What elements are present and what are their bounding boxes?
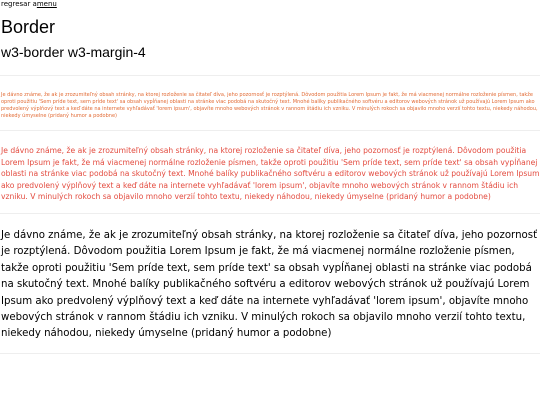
divider [0,213,540,214]
paragraph-small: Je dávno známe, že ak je zrozumiteľný obsah stránky, na ktorej rozloženie sa čitateľ díva, jeho pozornosť je rozptýlená. Dôvodom použitia Lorem Ipsum je fakt, že má viacmenej normálne rozloženie písmen, takže oproti použitiu 'Sem príde text, sem príde text' sa obsah vypĺňanej oblasti na stránke viac podobá na skutočný text. Mnohé balíky publikačného softvéru a editorov webových stránok už používajú Lorem Ipsum ako predvolený výplňový text a keď dáte na internete vyhľadávať 'lorem ipsum', objavíte mnoho webových stránok v rannom štádiu ich vzniku. V minulých rokoch sa objavilo mnoho verzií tohto textu, niekedy náhodou, niekedy úmyselne (pridaný humor a podobne) [1,92,538,120]
top-nav [0,0,540,9]
page-subtitle: w3-border w3-margin-4 [1,44,146,60]
menu-link[interactable]: menu [36,0,57,8]
nav-prefix: regresar a [1,0,37,8]
divider [0,75,540,76]
paragraph-medium: Je dávno známe, že ak je zrozumiteľný obsah stránky, na ktorej rozloženie sa čitateľ díva, jeho pozornosť je rozptýlená. Dôvodom použitia Lorem Ipsum je fakt, že má viacmenej normálne rozloženie písmen, takže oproti použitiu 'Sem príde text, sem príde text' sa obsah vypĺňanej oblasti na stránke viac podobá na skutočný text. Mnohé balíky publikačného softvéru a editorov webových stránok už používajú Lorem Ipsum ako predvolený výplňový text a keď dáte na internete vyhľadávať 'lorem ipsum', objavíte mnoho webových stránok v rannom štádiu ich vzniku. V minulých rokoch sa objavilo mnoho verzií tohto textu, niekedy náhodou, niekedy úmyselne (pridaný humor a podobne) [1,146,540,202]
divider [0,353,540,354]
paragraph-large: Je dávno známe, že ak je zrozumiteľný obsah stránky, na ktorej rozloženie sa čitateľ díva, jeho pozornosť je rozptýlená. Dôvodom použitia Lorem Ipsum je fakt, že má viacmenej normálne rozloženie písmen, takže oproti použitiu 'Sem príde text, sem príde text' sa obsah vypĺňanej oblasti na stránke viac podobá na skutočný text. Mnohé balíky publikačného softvéru a editorov webových stránok už používajú Lorem Ipsum ako predvolený výplňový text a keď dáte na internete vyhľadávať 'lorem ipsum', objavíte mnoho webových stránok v rannom štádiu ich vzniku. V minulých rokoch sa objavilo mnoho verzií tohto textu, niekedy náhodou, niekedy úmyselne (pridaný humor a podobne) [1,229,538,340]
divider [0,130,540,131]
page-title: Border [1,17,56,37]
